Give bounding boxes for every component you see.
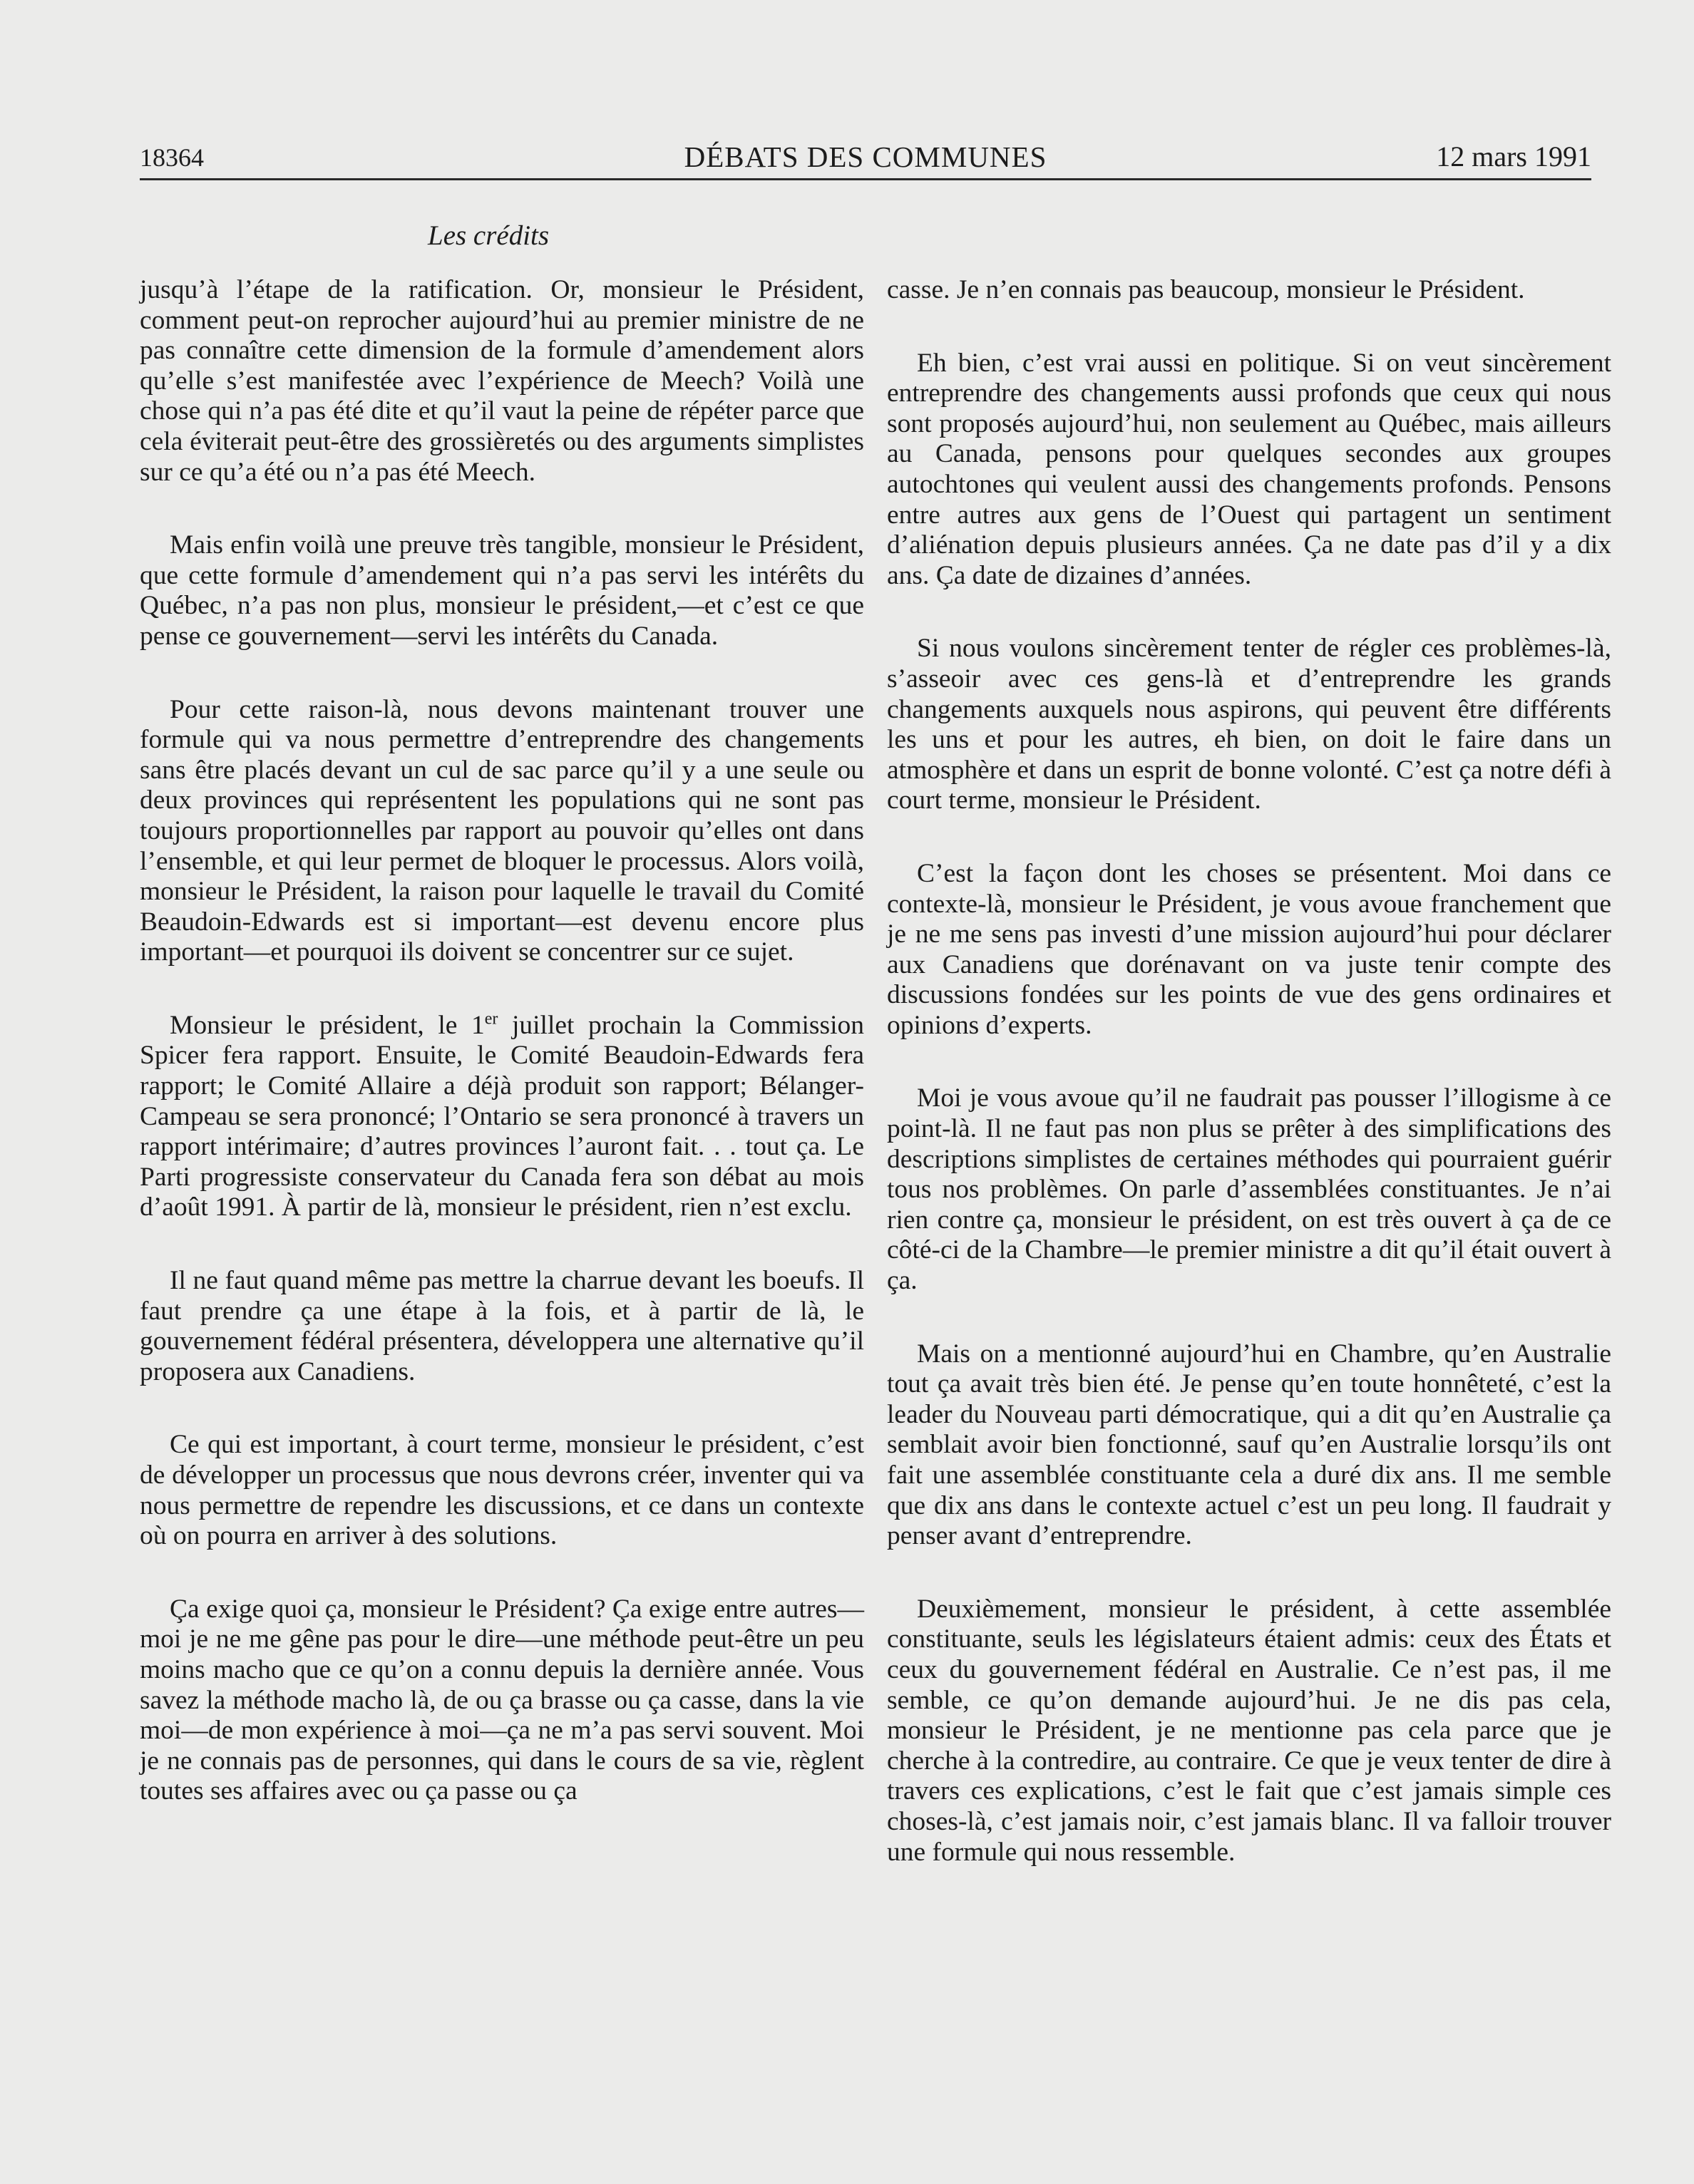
paragraph: casse. Je n’en connais pas beaucoup, monsieur le Président.: [887, 275, 1525, 304]
paragraph: Ce qui est important, à court terme, monsieur le président, c’est de développer un processus que nous devrons créer, inventer qui va nous permettre de rependre les discussions, et ce dans un contexte où on pourra en arriver à des solutions.: [140, 1430, 864, 1551]
paragraph: Moi je vous avoue qu’il ne faudrait pas pousser l’illogisme à ce point-là. Il ne faut pas non plus se prêter à des simplifications des descriptions simplistes de certaines méthodes qui pourraient guérir tous nos problèmes. On parle d’assemblées constituantes. Je n’ai rien contre ça, monsieur le président, on est très ouvert à ça de ce côté-ci de la Chambre—le premier ministre a dit qu’il était ouvert à ça.: [887, 1083, 1611, 1296]
paragraph: Mais enfin voilà une preuve très tangible, monsieur le Président, que cette formule d’amendement qui n’a pas servi les intérêts du Québec, n’a pas non plus, monsieur le président,—et c’est ce que pense ce gouvernement—servi les intérêts du Canada.: [140, 530, 864, 651]
left-column: [140, 275, 864, 1850]
paragraph: Deuxièmement, monsieur le président, à cette assemblée constituante, seuls les législateurs étaient admis: ceux des États et ceux du gouvernement fédéral en Australie. Ce n’est pas, il me semble, ce qu’on demande aujourd’hui. Je ne dis pas cela, monsieur le Président, je ne mentionne pas cela parce que je cherche à la contredire, au contraire. Ce que je veux tenter de dire à travers ces explications, c’est le fait que c’est jamais simple ces choses-là, c’est jamais noir, c’est jamais blanc. Il va falloir trouver une formule qui nous ressemble.: [887, 1594, 1611, 1867]
ordinal-superscript: er: [484, 1009, 498, 1029]
right-column: [887, 275, 1611, 1910]
publication-date: 12 mars 1991: [1436, 140, 1591, 172]
paragraph: jusqu’à l’étape de la ratification. Or, monsieur le Président, comment peut-on reprocher aujourd’hui au premier ministre de ne pas connaître cette dimension de la formule d’amendement alors qu’elle s’est manifestée avec l’expérience de Meech? Voilà une chose qui n’a pas été dite et qu’il vaut la peine de répéter parce que cela éviterait peut-être des grossièretés ou des arguments simplistes sur ce qu’a été ou n’a pas été Meech.: [140, 275, 864, 487]
paragraph-text-start: Monsieur le président, le 1: [170, 1010, 485, 1040]
paragraph: Ça exige quoi ça, monsieur le Président? Ça exige entre autres—moi je ne me gêne pas pour le dire—une méthode peut-être un peu moins macho que ce qu’on a connu depuis la dernière année. Vous savez la méthode macho là, de ou ça brasse ou ça casse, dans la vie moi—de mon expérience à moi—ça ne m’a pas servi souvent. Moi je ne connais pas de personnes, qui dans le cours de sa vie, règlent toutes ses affaires avec ou ça passe ou ça: [140, 1594, 864, 1806]
section-title: Les crédits: [428, 220, 550, 251]
paragraph: [140, 1011, 864, 1223]
page-header: [140, 138, 1591, 180]
paragraph: C’est la façon dont les choses se présentent. Moi dans ce contexte-là, monsieur le Président, je vous avoue franchement que je ne me sens pas investi d’une mission aujourd’hui pour déclarer aux Canadiens que dorénavant on va juste tenir compte des discussions fondées sur les points de vue des gens ordinaires et opinions d’experts.: [887, 858, 1611, 1040]
paragraph: Eh bien, c’est vrai aussi en politique. Si on veut sincèrement entreprendre des changements aussi profonds que ceux qui nous sont proposés aujourd’hui, non seulement au Québec, mais ailleurs au Canada, pensons pour quelques secondes aux groupes autochtones qui veulent aussi des changements profonds. Pensons entre autres aux gens de l’Ouest qui partagent un sentiment d’aliénation depuis plusieurs années. Ça ne date pas d’il y a dix ans. Ça date de dizaines d’années.: [887, 348, 1611, 590]
paragraph-text-end: juillet prochain la Commission Spicer fera rapport. Ensuite, le Comité Beaudoin-Edwards fera rapport; le Comité Allaire a déjà produit son rapport; Bélanger-Campeau se sera prononcé; l’Ontario se sera prononcé à travers un rapport intérimaire; d’autres provinces l’auront fait. . . tout ça. Le Parti progressiste conservateur du Canada fera son débat au mois d’août 1991. À partir de là, monsieur le président, rien n’est exclu.: [140, 1010, 865, 1222]
publication-title: DÉBATS DES COMMUNES: [684, 140, 1047, 173]
paragraph: Pour cette raison-là, nous devons maintenant trouver une formule qui va nous permettre d’entreprendre des changements sans être placés devant un cul de sac parce qu’il y a une seule ou deux provinces qui représentent les populations qui ne sont pas toujours proportionnelles par rapport au pouvoir qu’elles ont dans l’ensemble, et qui leur permet de bloquer le processus. Alors voilà, monsieur le Président, la raison pour laquelle le travail du Comité Beaudoin-Edwards est si important—est devenu encore plus important—et pourquoi ils doivent se concentrer sur ce sujet.: [140, 694, 864, 967]
page-number: 18364: [140, 143, 204, 172]
paragraph: Mais on a mentionné aujourd’hui en Chambre, qu’en Australie tout ça avait très bien été. Je pense qu’en toute honnêteté, c’est la leader du Nouveau parti démocratique, qui a dit qu’en Australie ça semblait avoir bien fonctionné, sauf qu’en Australie lorsqu’ils ont fait une assemblée constituante cela a duré dix ans. Il me semble que dix ans dans le contexte actuel c’est un peu long. Il faudrait y penser avant d’entreprendre.: [887, 1339, 1611, 1551]
paragraph: Si nous voulons sincèrement tenter de régler ces problèmes-là, s’asseoir avec ces gens-là et d’entreprendre les grands changements auxquels nous aspirons, qui peuvent être différents les uns et pour les autres, eh bien, on doit le faire dans un atmosphère et dans un esprit de bonne volonté. C’est ça notre défi à court terme, monsieur le Président.: [887, 634, 1611, 815]
paragraph: Il ne faut quand même pas mettre la charrue devant les boeufs. Il faut prendre ça une étape à la fois, et à partir de là, le gouvernement fédéral présentera, développera une alternative qu’il proposera aux Canadiens.: [140, 1266, 864, 1386]
